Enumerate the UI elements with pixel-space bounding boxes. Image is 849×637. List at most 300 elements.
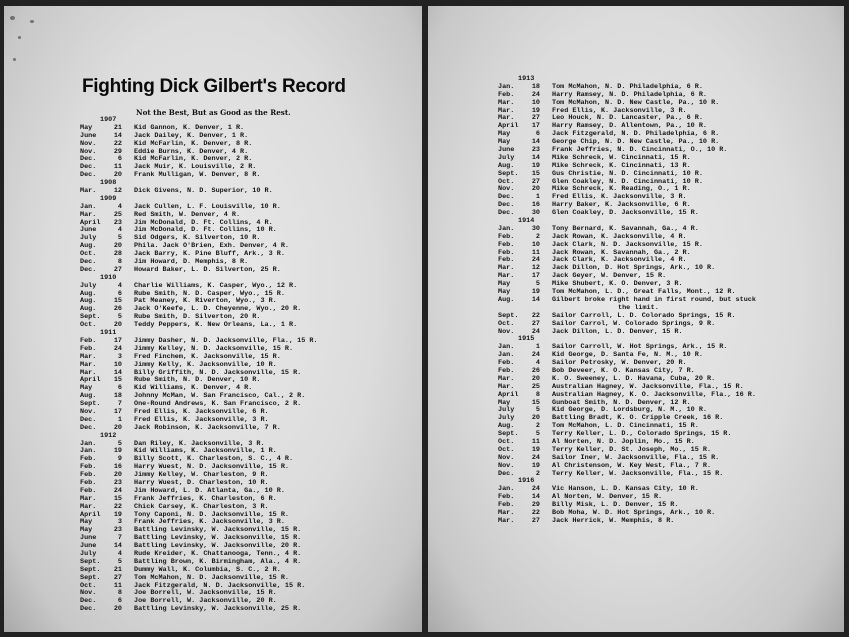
bout-text: Jack Dailey, K. Denver, 1 R.	[134, 131, 249, 140]
bout-text: Mike Schreck, K. Cincinnati, 13 R.	[552, 161, 691, 170]
ink-speck	[10, 16, 15, 20]
bout-day: 24	[531, 90, 540, 99]
year-label: 1913	[518, 75, 535, 83]
bout-text: Harry Wuest, D. Charleston, 10 R.	[134, 478, 269, 487]
bout-month: Aug.	[80, 392, 97, 401]
bout-text: Bob Moha, W. D. Hot Springs, Ark., 10 R.	[552, 508, 716, 517]
bout-month: Jan.	[498, 485, 515, 494]
bout-text: Rube Smith, N. D. Denver, 10 R.	[134, 376, 261, 385]
bout-month: Feb.	[498, 501, 515, 510]
bout-text: Gus Christie, N. D. Cincinnati, 10 R.	[552, 169, 703, 178]
bout-text: Glen Coakley, N. D. Cincinnati, 10 R.	[552, 177, 703, 186]
bout-text: the limit.	[618, 303, 659, 312]
bout-day: 4	[535, 359, 540, 368]
bout-day: 24	[531, 351, 540, 360]
bout-day: 14	[113, 131, 122, 140]
bout-day: 21	[113, 565, 122, 574]
bout-month: Sept.	[80, 400, 101, 409]
bout-day: 11	[113, 163, 122, 172]
bout-month: Oct.	[80, 321, 97, 330]
bout-text: Sailor Carrol, W. Colorado Springs, 9 R.	[552, 319, 716, 328]
bout-text: K. O. Sweeney, L. D. Havana, Cuba, 20 R.	[552, 374, 716, 383]
bout-month: Aug.	[498, 422, 515, 431]
bout-day: 27	[113, 265, 122, 274]
bout-text: Jimmy Kelley, N. D. Jacksonville, 15 R.	[134, 344, 294, 353]
bout-text: Jim Howard, L. D. Atlanta, Ga., 10 R.	[134, 486, 285, 495]
bout-day: 15	[531, 398, 540, 407]
year-label: 1907	[100, 116, 117, 124]
bout-month: May	[498, 138, 511, 147]
bout-day: 6	[535, 130, 540, 139]
bout-text: Tom McMahon, N. D. Philadelphia, 6 R.	[552, 82, 703, 91]
bout-month: Dec.	[80, 415, 97, 424]
bout-row	[498, 329, 756, 337]
bout-month: Nov.	[80, 139, 97, 148]
bout-month: Feb.	[80, 486, 97, 495]
bout-text: Harry Ramsey, N. D. Philadelphia, 6 R.	[552, 90, 707, 99]
fight-record-list-1907-1912	[80, 117, 318, 614]
bout-day: 17	[531, 272, 540, 281]
bout-text: Tony Caponi, N. D. Jacksonville, 15 R.	[134, 510, 289, 519]
bout-day: 27	[531, 319, 540, 328]
year-label: 1910	[100, 273, 117, 282]
bout-text: George Chip, N. D. New Castle, Pa., 10 R.	[552, 138, 720, 147]
bout-day: 17	[113, 407, 122, 416]
bout-day: 15	[113, 376, 122, 385]
bout-text: Chick Carsey, K. Charleston, 3 R.	[134, 502, 269, 511]
bout-text: Eddie Burns, K. Denver, 4 R.	[134, 147, 249, 156]
bout-month: Sept.	[80, 565, 101, 574]
bout-row	[498, 471, 756, 479]
bout-text: Leo Houck, N. D. Lancaster, Pa., 6 R.	[552, 114, 703, 123]
bout-month: Mar.	[498, 516, 515, 525]
bout-text: Charlie Williams, K. Casper, Wyo., 12 R.	[134, 281, 298, 290]
bout-month: Aug.	[498, 295, 515, 304]
bout-day: 3	[117, 352, 122, 361]
bout-month: May	[80, 526, 93, 535]
bout-text: Kid Williams, K. Jacksonville, 1 R.	[134, 447, 277, 456]
bout-day: 20	[113, 423, 122, 432]
bout-text: Jack O'Keefe, L. D. Cheyenne, Wyo., 20 R.	[134, 305, 302, 314]
bout-text: Jack Barry, K. Pine Bluff, Ark., 3 R.	[134, 250, 285, 259]
bout-month: April	[80, 218, 101, 227]
bout-text: Jim Howard, D. Memphis, 8 R.	[134, 258, 249, 267]
bout-text: Vic Hanson, L. D. Kansas City, 10 R.	[552, 485, 699, 494]
bout-day: 2	[535, 469, 540, 478]
bout-day: 15	[113, 494, 122, 503]
bout-month: Nov.	[80, 147, 97, 156]
year-label: 1916	[518, 477, 535, 486]
bout-day: 18	[531, 82, 540, 91]
bout-text: Mike Schreck, K. Reading, O., 1 R.	[552, 185, 691, 194]
bout-day: 19	[531, 288, 540, 297]
bout-month: Dec.	[498, 209, 515, 218]
bout-month: July	[80, 234, 97, 243]
bout-text: Jack Fitzgerald, N. D. Philadelphia, 6 R.	[552, 130, 720, 139]
bout-text: Mike Shubert, K. O. Denver, 3 R.	[552, 280, 683, 289]
bout-text: Jack Muir, K. Louisville, 2 R.	[134, 163, 257, 172]
bout-text: Jack Herrick, W. Memphis, 8 R.	[552, 516, 675, 525]
bout-month: Nov.	[498, 185, 515, 194]
page-subtitle: Not the Best, But as Good as the Rest.	[136, 108, 291, 117]
bout-text: Joe Borrell, W. Jacksonville, 20 R.	[134, 597, 277, 606]
bout-month: Dec.	[498, 469, 515, 478]
bout-month: June	[80, 131, 97, 140]
bout-day: 15	[531, 169, 540, 178]
bout-day: 10	[531, 240, 540, 249]
bout-text: Kid McFarlin, K. Denver, 2 R.	[134, 155, 253, 164]
bout-text: Jimmy Dasher, N. D. Jacksonville, Fla., 15 R.	[134, 336, 318, 345]
bout-text: Tom McMahon, L. D., Great Falls, Mont., 12 R.	[552, 288, 736, 297]
bout-month: May	[80, 518, 93, 527]
bout-text: Sailor Petrosky, W. Denver, 20 R.	[552, 359, 687, 368]
bout-text: Frank Mulligan, W. Denver, 8 R.	[134, 171, 261, 180]
bout-text: Billy Scott, K. Charleston, S. C., 4 R.	[134, 455, 294, 464]
bout-month: Dec.	[80, 265, 97, 274]
ink-speck	[18, 36, 21, 39]
bout-text: Terry Keller, D. St. Joseph, Mo., 15 R.	[552, 445, 712, 454]
bout-day: 4	[117, 549, 122, 558]
bout-month: Mar.	[80, 352, 97, 361]
bout-text: Teddy Peppers, K. New Orleans, La., 1 R.	[134, 321, 298, 330]
bout-day: 25	[531, 382, 540, 391]
bout-text: Battling Bradt, K. O. Cripple Creek, 16 R.	[552, 414, 724, 423]
bout-day: 4	[117, 281, 122, 290]
bout-text: Jimmy Kelley, W. Charleston, 9 R.	[134, 471, 269, 480]
bout-month: Oct.	[498, 319, 515, 328]
bout-day: 19	[531, 161, 540, 170]
bout-text: Bob Deveer, K. O. Kansas City, 7 R.	[552, 366, 695, 375]
bout-text: Battling Levinsky, W. Jacksonville, 20 R.	[134, 542, 302, 551]
bout-day: 12	[113, 187, 122, 196]
bout-text: Fred Ellis, K. Jacksonville, 3 R.	[134, 415, 269, 424]
bout-month: Feb.	[80, 463, 97, 472]
bout-text: Gunboat Smith, N. D. Denver, 12 R.	[552, 398, 691, 407]
bout-text: Fred Finchem, K. Jacksonville, 15 R.	[134, 352, 281, 361]
bout-day: 29	[113, 147, 122, 156]
bout-day: 2	[535, 232, 540, 241]
bout-month: Mar.	[498, 98, 515, 107]
bout-day: 19	[531, 461, 540, 470]
bout-day: 24	[531, 453, 540, 462]
bout-month: Feb.	[498, 90, 515, 99]
bout-month: Feb.	[498, 359, 515, 368]
bout-day: 22	[531, 508, 540, 517]
bout-text: Battling Levinsky, W. Jacksonville, 15 R.	[134, 534, 302, 543]
bout-day: 20	[113, 242, 122, 251]
bout-month: Feb.	[498, 240, 515, 249]
bout-day: 27	[531, 114, 540, 123]
left-page	[4, 6, 422, 632]
bout-month: Mar.	[80, 187, 97, 196]
bout-month: Oct.	[80, 581, 97, 590]
bout-text: Tom McMahon, L. D. Cincinnati, 15 R.	[552, 422, 699, 431]
bout-text: Dummy Wall, K. Columbia, S. C., 2 R.	[134, 565, 281, 574]
bout-month: June	[498, 146, 515, 155]
bout-day: 30	[531, 209, 540, 218]
bout-text: Fred Ellis, K. Jacksonville, 6 R.	[134, 407, 269, 416]
bout-day: 1	[535, 193, 540, 202]
bout-text: Frank Jeffries, K. Jacksonville, 3 R.	[134, 518, 285, 527]
bout-text: Billy Misk, L. D. Denver, 15 R.	[552, 501, 679, 510]
bout-text: Frank Jeffries, N. D. Cincinnati, O., 10 R.	[552, 146, 728, 155]
bout-day: 5	[117, 557, 122, 566]
bout-day: 5	[117, 313, 122, 322]
bout-day: 17	[531, 122, 540, 131]
bout-day: 24	[531, 485, 540, 494]
bout-month: Dec.	[80, 171, 97, 180]
bout-month: Mar.	[80, 210, 97, 219]
bout-day: 14	[113, 542, 122, 551]
right-page	[428, 6, 844, 632]
bout-day: 23	[113, 478, 122, 487]
bout-month: Sept.	[498, 169, 519, 178]
bout-day: 16	[113, 463, 122, 472]
bout-text: Dan Riley, K. Jacksonville, 3 R.	[134, 439, 265, 448]
bout-day: 11	[113, 581, 122, 590]
bout-day: 1	[117, 415, 122, 424]
bout-day: 14	[531, 295, 540, 304]
bout-text: Red Smith, W. Denver, 4 R.	[134, 210, 241, 219]
bout-day: 26	[113, 305, 122, 314]
bout-month: Mar.	[498, 374, 515, 383]
bout-day: 22	[113, 502, 122, 511]
bout-text: Sailor Carroll, W. Hot Springs, Ark., 15 R.	[552, 343, 728, 352]
bout-month: Sept.	[498, 430, 519, 439]
bout-month: April	[498, 122, 519, 131]
bout-text: Jack Clark, K. Jacksonville, 4 R.	[552, 256, 687, 265]
bout-month: April	[498, 390, 519, 399]
bout-month: Jan.	[498, 82, 515, 91]
bout-day: 14	[113, 368, 122, 377]
bout-text: Al Norten, N. D. Joplin, Mo., 15 R.	[552, 437, 695, 446]
bout-text: One-Round Andrews, K. San Francisco, 2 R.	[134, 400, 302, 409]
bout-month: Oct.	[498, 437, 515, 446]
bout-day: 24	[113, 486, 122, 495]
bout-day: 6	[117, 289, 122, 298]
bout-month: May	[498, 130, 511, 139]
bout-month: April	[80, 510, 101, 519]
bout-month: Jan.	[80, 447, 97, 456]
bout-text: Harry Ramsey, D. Allentown, Pa., 10 R.	[552, 122, 707, 131]
bout-day: 6	[117, 155, 122, 164]
bout-month: Mar.	[498, 114, 515, 123]
bout-month: Oct.	[498, 177, 515, 186]
bout-text: Terry Keller, L. D., Colorado Springs, 15 R.	[552, 430, 732, 439]
bout-month: July	[498, 406, 515, 415]
bout-text: Billy Griffith, N. D. Jacksonville, 15 R.	[134, 368, 302, 377]
bout-text: Jack Cullen, L. F. Louisville, 10 R.	[134, 202, 281, 211]
bout-month: Feb.	[498, 256, 515, 265]
bout-text: Dick Givens, N. D. Superior, 10 R.	[134, 187, 273, 196]
bout-day: 11	[531, 248, 540, 257]
bout-text: Jack Robinson, K. Jacksonville, 7 R.	[134, 423, 281, 432]
bout-day: 4	[117, 202, 122, 211]
bout-text: Kid George, D. Lordsburg, N. M., 10 R.	[552, 406, 707, 415]
bout-day: 5	[535, 406, 540, 415]
bout-month: Feb.	[80, 336, 97, 345]
bout-month: Jan.	[498, 351, 515, 360]
bout-month: July	[498, 414, 515, 423]
bout-month: Feb.	[80, 344, 97, 353]
bout-month: Feb.	[498, 232, 515, 241]
bout-month: Jan.	[498, 224, 515, 233]
bout-text: Tom McMahon, N. D. Jacksonville, 15 R.	[134, 573, 289, 582]
bout-day: 23	[113, 218, 122, 227]
bout-text: Jack Dillon, L. D. Denver, 15 R.	[552, 327, 683, 336]
bout-text: Frank Jeffries, K. Charleston, 6 R.	[134, 494, 277, 503]
bout-month: Dec.	[80, 258, 97, 267]
bout-text: Tom McMahon, N. D. New Castle, Pa., 10 R.	[552, 98, 720, 107]
bout-day: 8	[117, 258, 122, 267]
bout-day: 20	[113, 605, 122, 614]
bout-day: 23	[113, 526, 122, 535]
bout-month: Nov.	[498, 461, 515, 470]
bout-day: 17	[113, 336, 122, 345]
bout-text: Jack Rowan, K. Jacksonville, 4 R.	[552, 232, 687, 241]
bout-month: Jan.	[80, 439, 97, 448]
year-label: 1911	[100, 329, 117, 338]
bout-text: Kid McFarlin, K. Denver, 8 R.	[134, 139, 253, 148]
bout-day: 3	[117, 518, 122, 527]
bout-text: Rube Smith, D. Silverton, 20 R.	[134, 313, 261, 322]
bout-month: May	[498, 288, 511, 297]
bout-month: Sept.	[80, 313, 101, 322]
bout-day: 20	[113, 471, 122, 480]
bout-day: 26	[531, 366, 540, 375]
bout-day: 27	[113, 573, 122, 582]
bout-day: 7	[117, 400, 122, 409]
bout-text: Jim McDonald, D. Ft. Collins, 4 R.	[134, 218, 273, 227]
bout-day: 20	[531, 374, 540, 383]
bout-day: 22	[531, 311, 540, 320]
bout-month: June	[80, 534, 97, 543]
bout-text: Al Norten, W. Denver, 15 R.	[552, 493, 663, 502]
year-label: 1908	[100, 179, 117, 188]
bout-month: Feb.	[80, 471, 97, 480]
bout-month: Nov.	[498, 327, 515, 336]
bout-month: Oct.	[498, 445, 515, 454]
bout-text: Tony Bernard, K. Savannah, Ga., 4 R.	[552, 224, 699, 233]
bout-month: Mar.	[498, 264, 515, 273]
bout-month: Sept.	[80, 557, 101, 566]
bout-day: 1	[535, 343, 540, 352]
bout-text: Fred Ellis, K. Jacksonville, 3 R.	[552, 106, 687, 115]
bout-day: 20	[113, 171, 122, 180]
bout-day: 2	[535, 422, 540, 431]
bout-text: Sailor Carroll, L. D. Colorado Springs, 15 R.	[552, 311, 736, 320]
bout-day: 20	[531, 414, 540, 423]
bout-text: Johnny McMan, W. San Francisco, Cal., 2 R.	[134, 392, 306, 401]
bout-text: Pat Meaney, K. Riverton, Wyo., 3 R.	[134, 297, 277, 306]
year-label: 1914	[518, 217, 535, 226]
bout-day: 5	[535, 430, 540, 439]
bout-day: 16	[531, 201, 540, 210]
page-title: Fighting Dick Gilbert's Record	[82, 76, 346, 97]
ink-speck	[13, 58, 16, 61]
bout-month: Dec.	[80, 597, 97, 606]
bout-text: Sailor Iner, W. Jacksonville, Fla., 15 R.	[552, 453, 720, 462]
bout-day: 24	[113, 344, 122, 353]
bout-month: Feb.	[80, 478, 97, 487]
bout-day: 19	[531, 445, 540, 454]
bout-day: 18	[113, 392, 122, 401]
bout-month: Jan.	[498, 343, 515, 352]
bout-day: 19	[113, 447, 122, 456]
bout-text: Jimmy Kelly, K. Jacksonville, 10 R.	[134, 360, 277, 369]
bout-day: 27	[531, 177, 540, 186]
bout-day: 14	[531, 153, 540, 162]
bout-text: Jack Clark, N. D. Jacksonville, 15 R.	[552, 240, 703, 249]
bout-text: Glen Coakley, D. Jacksonville, 15 R.	[552, 209, 699, 218]
bout-month: June	[80, 226, 97, 235]
bout-month: Mar.	[498, 106, 515, 115]
bout-text: Jack Geyer, W. Denver, 15 R.	[552, 272, 667, 281]
bout-row	[498, 210, 756, 218]
bout-day: 7	[117, 534, 122, 543]
bout-row	[498, 518, 756, 526]
bout-month: Dec.	[80, 163, 97, 172]
bout-day: 10	[531, 98, 540, 107]
bout-month: July	[80, 281, 97, 290]
bout-text: Sid Odgers, K. Silverton, 10 R.	[134, 234, 261, 243]
bout-month: Aug.	[80, 289, 97, 298]
bout-month: Sept.	[498, 311, 519, 320]
bout-text: Kid George, D. Santa Fe, N. M., 10 R.	[552, 351, 703, 360]
bout-month: Dec.	[80, 155, 97, 164]
bout-text: Australian Hagney, K. O. Jacksonville, Fla., 16 R.	[552, 390, 756, 399]
bout-day: 14	[531, 493, 540, 502]
bout-text: Howard Baker, L. D. Silverton, 25 R.	[134, 265, 281, 274]
bout-day: 19	[113, 510, 122, 519]
bout-day: 30	[531, 224, 540, 233]
bout-text: Australian Hagney, W. Jacksonville, Fla., 15 R.	[552, 382, 744, 391]
bout-month: Dec.	[498, 201, 515, 210]
bout-text: Kid Gannon, K. Denver, 1 R.	[134, 123, 245, 132]
bout-day: 9	[117, 455, 122, 464]
bout-day: 5	[535, 280, 540, 289]
bout-month: Mar.	[80, 502, 97, 511]
bout-day: 5	[117, 439, 122, 448]
bout-month: April	[80, 376, 101, 385]
bout-day: 24	[531, 327, 540, 336]
bout-month: Jan.	[80, 202, 97, 211]
bout-month: Feb.	[80, 455, 97, 464]
bout-day: 21	[113, 123, 122, 132]
bout-month: Feb.	[498, 366, 515, 375]
bout-row	[80, 606, 318, 614]
bout-day: 23	[531, 146, 540, 155]
bout-day: 28	[113, 250, 122, 259]
bout-month: July	[498, 153, 515, 162]
bout-day: 6	[117, 384, 122, 393]
bout-text: Mike Schreck, W. Cincinnati, 15 R.	[552, 153, 691, 162]
bout-month: Mar.	[80, 494, 97, 503]
bout-text: Battling Brown, K. Birmingham, Ala., 4 R.	[134, 557, 302, 566]
bout-month: Mar.	[498, 382, 515, 391]
bout-text: Harry Wuest, N. D. Jacksonville, 15 R.	[134, 463, 289, 472]
bout-month: Dec.	[498, 193, 515, 202]
bout-day: 15	[113, 297, 122, 306]
bout-month: May	[80, 123, 93, 132]
bout-text: Rube Smith, N. D. Casper, Wyo., 15 R.	[134, 289, 285, 298]
bout-text: Fred Ellis, K. Jacksonville, 3 R.	[552, 193, 687, 202]
bout-month: Sept.	[80, 573, 101, 582]
bout-text: Jack Dillon, D. Hot Springs, Ark., 10 R.	[552, 264, 716, 273]
bout-day: 20	[113, 321, 122, 330]
bout-month: Feb.	[498, 248, 515, 257]
bout-text: Rude Kreider, K. Chattanooga, Tenn., 4 R.	[134, 549, 302, 558]
